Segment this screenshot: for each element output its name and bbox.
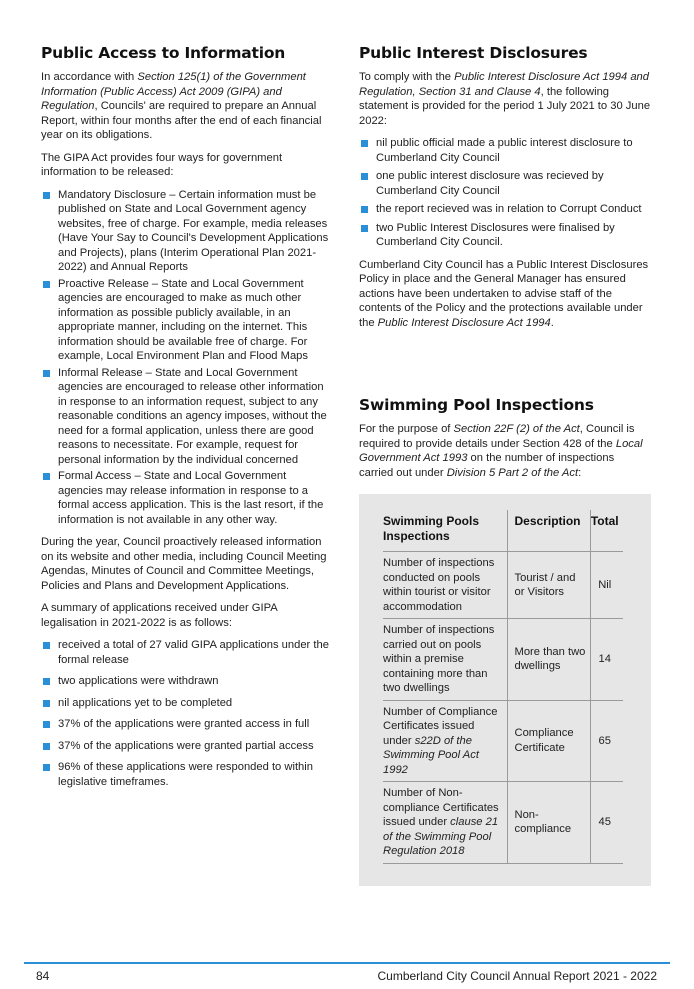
table-row bbox=[383, 552, 623, 619]
pools-heading: Swimming Pool Inspections bbox=[359, 396, 594, 414]
row-label: Number of Compliance Certificates issued under s22D of the Swimming Pool Act 1992 bbox=[383, 700, 507, 782]
list-item: Proactive Release – State and Local Government agencies are encouraged to make as much other information as possible publicly available, in an appropriate manner, including on the internet. This information should be available free of charge. For example, Local Environment Plan and Flood Maps bbox=[41, 277, 329, 364]
bullet-square-icon bbox=[43, 743, 50, 750]
row-total: 65 bbox=[590, 700, 623, 782]
bullet-square-icon bbox=[361, 225, 368, 232]
row-label: Number of Non-compliance Certificates issued under clause 21 of the Swimming Pool Regulation 2018 bbox=[383, 782, 507, 864]
col-header-description: Description bbox=[507, 510, 590, 552]
bullet-square-icon bbox=[43, 764, 50, 771]
gipa-ways-intro: The GIPA Act provides four ways for government information to be released: bbox=[41, 151, 283, 178]
pid-policy-para: Cumberland City Council has a Public Interest Disclosures Policy in place and the General Manager has ensured actions have been undertaken to advise staff of the contents of the Policy and the protections available under the Public Interest Disclosure Act 1994. bbox=[359, 258, 649, 329]
list-item: Mandatory Disclosure – Certain information must be published on State and Local Government agency websites, free of charge. For example, media releases (Have Your Say to Council's Development Applications and Projects), plans (Interim Operational Plan 2021-2022) and Annual Reports bbox=[41, 188, 329, 275]
bullet-square-icon bbox=[361, 206, 368, 213]
row-description: Compliance Certificate bbox=[507, 700, 590, 782]
right-column bbox=[359, 44, 651, 886]
list-item: received a total of 27 valid GIPA applications under the formal release bbox=[41, 638, 329, 667]
table-row bbox=[383, 700, 623, 782]
row-label: Number of inspections carried out on pools within a premise containing more than two dwellings bbox=[383, 619, 507, 701]
bullet-square-icon bbox=[43, 473, 50, 480]
gipa-proactive-para: During the year, Council proactively released information on its website and other media, including Council Meeting Agendas, Minutes of Council and Committee Meetings, Policies and Plans and Development Applications. bbox=[41, 536, 327, 592]
list-item: 37% of the applications were granted partial access bbox=[41, 739, 329, 754]
row-total: 14 bbox=[590, 619, 623, 701]
page-number: 84 bbox=[36, 969, 50, 983]
list-item: the report recieved was in relation to Corrupt Conduct bbox=[359, 202, 651, 217]
pools-table bbox=[383, 510, 623, 864]
bullet-square-icon bbox=[361, 140, 368, 147]
bullet-square-icon bbox=[43, 700, 50, 707]
bullet-square-icon bbox=[43, 281, 50, 288]
pools-intro: For the purpose of Section 22F (2) of the Act, Council is required to provide details under Section 428 of the Local Government Act 1993 on the number of inspections carried out under Division 5 Part 2 of the Act: bbox=[359, 423, 643, 479]
report-title: Cumberland City Council Annual Report 2021 - 2022 bbox=[377, 969, 657, 983]
pid-list bbox=[359, 136, 651, 250]
list-item: two Public Interest Disclosures were finalised by Cumberland City Council. bbox=[359, 221, 651, 250]
gipa-intro: In accordance with Section 125(1) of the Government Information (Public Access) Act 2009 (GIPA) and Regulation, Councils' are required to prepare an Annual Report, within four months after the end of each financial year on its obligations. bbox=[41, 71, 322, 141]
row-label: Number of inspections conducted on pools within tourist or visitor accommodation bbox=[383, 552, 507, 619]
list-item: nil public official made a public interest disclosure to Cumberland City Council bbox=[359, 136, 651, 165]
list-item: one public interest disclosure was recieved by Cumberland City Council bbox=[359, 169, 651, 198]
row-description: More than two dwellings bbox=[507, 619, 590, 701]
gipa-summary-list bbox=[41, 638, 329, 789]
list-item: nil applications yet to be completed bbox=[41, 696, 329, 711]
gipa-summary-intro: A summary of applications received under GIPA legalisation in 2021-2022 is as follows: bbox=[41, 602, 278, 629]
bullet-square-icon bbox=[43, 192, 50, 199]
col-header-total: Total bbox=[590, 510, 623, 552]
bullet-square-icon bbox=[43, 721, 50, 728]
bullet-square-icon bbox=[43, 642, 50, 649]
table-row bbox=[383, 782, 623, 864]
table-header-row bbox=[383, 510, 623, 552]
footer-divider bbox=[24, 962, 670, 964]
row-description: Tourist / and or Visitors bbox=[507, 552, 590, 619]
gipa-ways-list bbox=[41, 188, 329, 528]
bullet-square-icon bbox=[43, 678, 50, 685]
table-row bbox=[383, 619, 623, 701]
col-header-inspections: Swimming Pools Inspections bbox=[383, 514, 480, 543]
list-item: 37% of the applications were granted access in full bbox=[41, 717, 329, 732]
row-total: 45 bbox=[590, 782, 623, 864]
bullet-square-icon bbox=[43, 370, 50, 377]
list-item: Formal Access – State and Local Government agencies may release information in response to a formal access application. This is the last resort, if the information is not available in any other way. bbox=[41, 469, 329, 527]
row-description: Non-compliance bbox=[507, 782, 590, 864]
pid-heading: Public Interest Disclosures bbox=[359, 44, 588, 62]
list-item: Informal Release – State and Local Government agencies are encouraged to release other information in response to an information request, subject to any reasonable conditions an agency imposes, without the need for a formal application, unless there are good reasons to necessitate. For example, request for personal information by the individual concerned bbox=[41, 366, 329, 468]
left-column bbox=[41, 44, 329, 797]
row-total: Nil bbox=[590, 552, 623, 619]
pid-intro: To comply with the Public Interest Disclosure Act 1994 and Regulation, Section 31 and Clause 4, the following statement is provided for the period 1 July 2021 to 30 June 2022: bbox=[359, 71, 651, 127]
list-item: two applications were withdrawn bbox=[41, 674, 329, 689]
bullet-square-icon bbox=[361, 173, 368, 180]
list-item: 96% of these applications were responded to within legislative timeframes. bbox=[41, 760, 329, 789]
pools-table-panel bbox=[359, 494, 651, 886]
gipa-heading: Public Access to Information bbox=[41, 44, 286, 62]
